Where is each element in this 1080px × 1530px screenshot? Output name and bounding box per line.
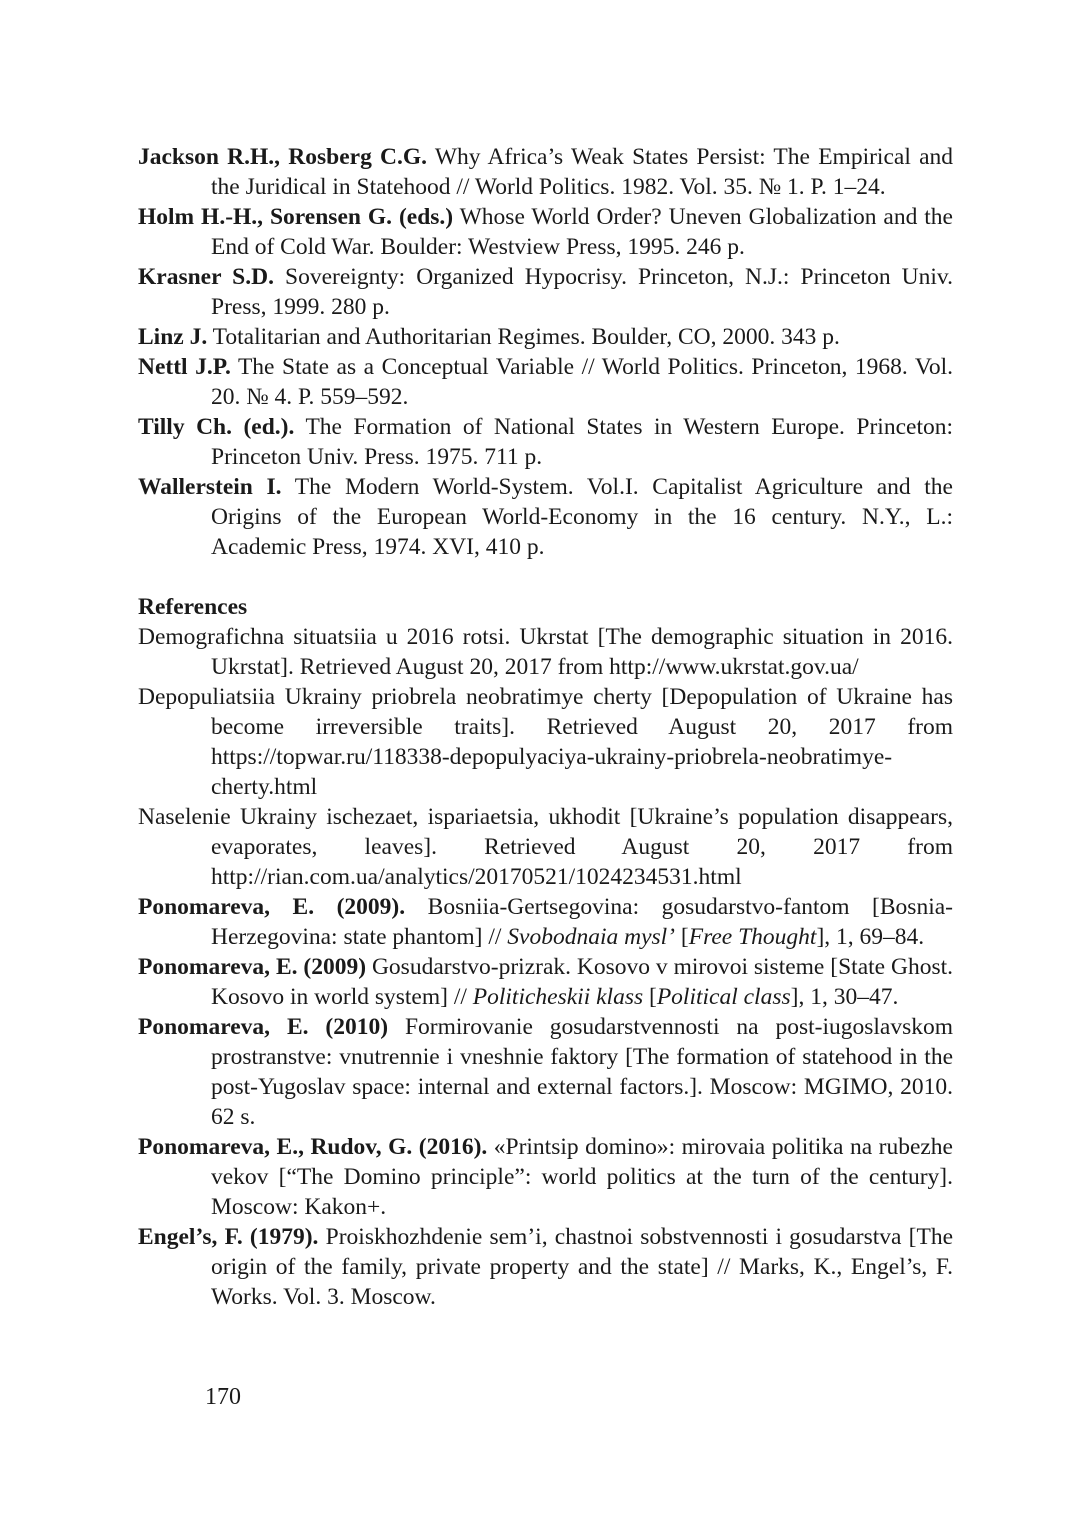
ref-text: [ xyxy=(643,984,657,1010)
bib-text: Totalitarian and Authoritarian Regimes. Boulder, CO, 2000. 343 p. xyxy=(207,324,840,350)
ref-text: Proiskhozhdenie sem’i, chastnoi sobstvennosti i gosudarstva [The origin of the family, private property and the state] // Marks, K., Engel’s, F. Works. Vol. 3. Moscow. xyxy=(211,1224,953,1310)
ref-entry-ponomareva-rudov xyxy=(138,1132,953,1222)
ref-entry-ponomareva-2009b xyxy=(138,952,953,1012)
ref-text: Demografichna situatsiia u 2016 rotsi. Ukrstat [The demographic situation in 2016. Ukrstat]. Retrieved August 20, 2017 from http://www.ukrstat.gov.ua/ xyxy=(138,624,953,680)
bib-author: Jackson R.H., Rosberg C.G. xyxy=(138,144,428,170)
ref-journal: Svobodnaia mysl’ xyxy=(507,924,676,950)
section-gap xyxy=(138,562,953,592)
bib-entry-tilly xyxy=(138,412,953,472)
bib-author: Nettl J.P. xyxy=(138,354,231,380)
bib-entry-wallerstein xyxy=(138,472,953,562)
references-list xyxy=(138,622,953,1312)
ref-journal-translation: Political class xyxy=(656,984,791,1010)
ref-journal-translation: Free Thought xyxy=(688,924,817,950)
bib-text: Sovereignty: Organized Hypocrisy. Princeton, N.J.: Princeton Univ. Press, 1999. 280 p. xyxy=(211,264,953,320)
bib-text: The Modern World-System. Vol.I. Capitalist Agriculture and the Origins of the European World-Economy in the 16 century. N.Y., L.: Academic Press, 1974. XVI, 410 p. xyxy=(211,474,953,560)
ref-text: ], 1, 69–84. xyxy=(816,924,925,950)
ref-journal: Politicheskii klass xyxy=(472,984,644,1010)
references-heading: References xyxy=(138,594,248,620)
ref-entry-ponomareva-2010 xyxy=(138,1012,953,1132)
ref-author: Ponomareva, E. (2009). xyxy=(138,894,406,920)
ref-text: «Printsip domino»: mirovaia politika na rubezhe vekov [“The Domino principle”: world politics at the turn of the century]. Moscow: Kakon+. xyxy=(211,1134,953,1220)
ref-text: Depopuliatsiia Ukrainy priobrela neobratimye cherty [Depopulation of Ukraine has become irreversible traits]. Retrieved August 20, 2017 from https://topwar.ru/118338-depopulyaciya-ukrainy-priobrela-neobratimye-cherty.html xyxy=(138,684,953,800)
ref-text: ], 1, 30–47. xyxy=(790,984,899,1010)
bib-author: Wallerstein I. xyxy=(138,474,282,500)
ref-author: Engel’s, F. (1979). xyxy=(138,1224,319,1250)
ref-entry-demografichna xyxy=(138,622,953,682)
bib-entry-jackson xyxy=(138,142,953,202)
ref-entry-depopuliatsiia xyxy=(138,682,953,802)
bib-author: Linz J. xyxy=(138,324,208,350)
page-body xyxy=(138,142,953,1312)
ref-author: Ponomareva, E., Rudov, G. (2016). xyxy=(138,1134,488,1160)
bib-author: Holm H.-H., Sorensen G. (eds.) xyxy=(138,204,454,230)
bib-text: The Formation of National States in Western Europe. Princeton: Princeton Univ. Press. 1975. 711 p. xyxy=(211,414,954,470)
ref-entry-engels xyxy=(138,1222,953,1312)
bib-text: Whose World Order? Uneven Globalization and the End of Cold War. Boulder: Westview Press, 1995. 246 p. xyxy=(211,204,953,260)
ref-text: Bosniia-Gertsegovina: gosudarstvo-fantom [Bosnia-Herzegovina: state phantom] // xyxy=(211,894,953,950)
ref-text: Formirovanie gosudarstvennosti na post-iugoslavskom prostranstve: vnutrennie i vneshnie faktory [The formation of statehood in the post-Yugoslav space: internal and external factors.]. Moscow: MGIMO, 2010. 62 s. xyxy=(211,1014,954,1130)
bib-author: Tilly Ch. (ed.). xyxy=(138,414,295,440)
ref-text: Naselenie Ukrainy ischezaet, ispariaetsia, ukhodit [Ukraine’s population disappears, evaporates, leaves]. Retrieved August 20, 2017 from http://rian.com.ua/analytics/20170521/1024234531.html xyxy=(138,804,953,890)
bib-text: The State as a Conceptual Variable // World Politics. Princeton, 1968. Vol. 20. № 4. P. 559–592. xyxy=(211,354,954,410)
bib-author: Krasner S.D. xyxy=(138,264,274,290)
bib-entry-nettl xyxy=(138,352,953,412)
bibliography-list xyxy=(138,142,953,562)
page-number: 170 xyxy=(205,1384,241,1410)
ref-text: [ xyxy=(675,924,689,950)
ref-author: Ponomareva, E. (2009) xyxy=(138,954,367,980)
bib-text: Why Africa’s Weak States Persist: The Empirical and the Juridical in Statehood // World Politics. 1982. Vol. 35. № 1. P. 1–24. xyxy=(211,144,954,200)
ref-text: Gosudarstvo-prizrak. Kosovo v mirovoi sisteme [State Ghost. Kosovo in world system] // xyxy=(211,954,953,1010)
bib-entry-krasner xyxy=(138,262,953,322)
ref-entry-ponomareva-2009a xyxy=(138,892,953,952)
bib-entry-holm xyxy=(138,202,953,262)
bib-entry-linz xyxy=(138,322,953,352)
ref-entry-naselenie xyxy=(138,802,953,892)
ref-author: Ponomareva, E. (2010) xyxy=(138,1014,389,1040)
